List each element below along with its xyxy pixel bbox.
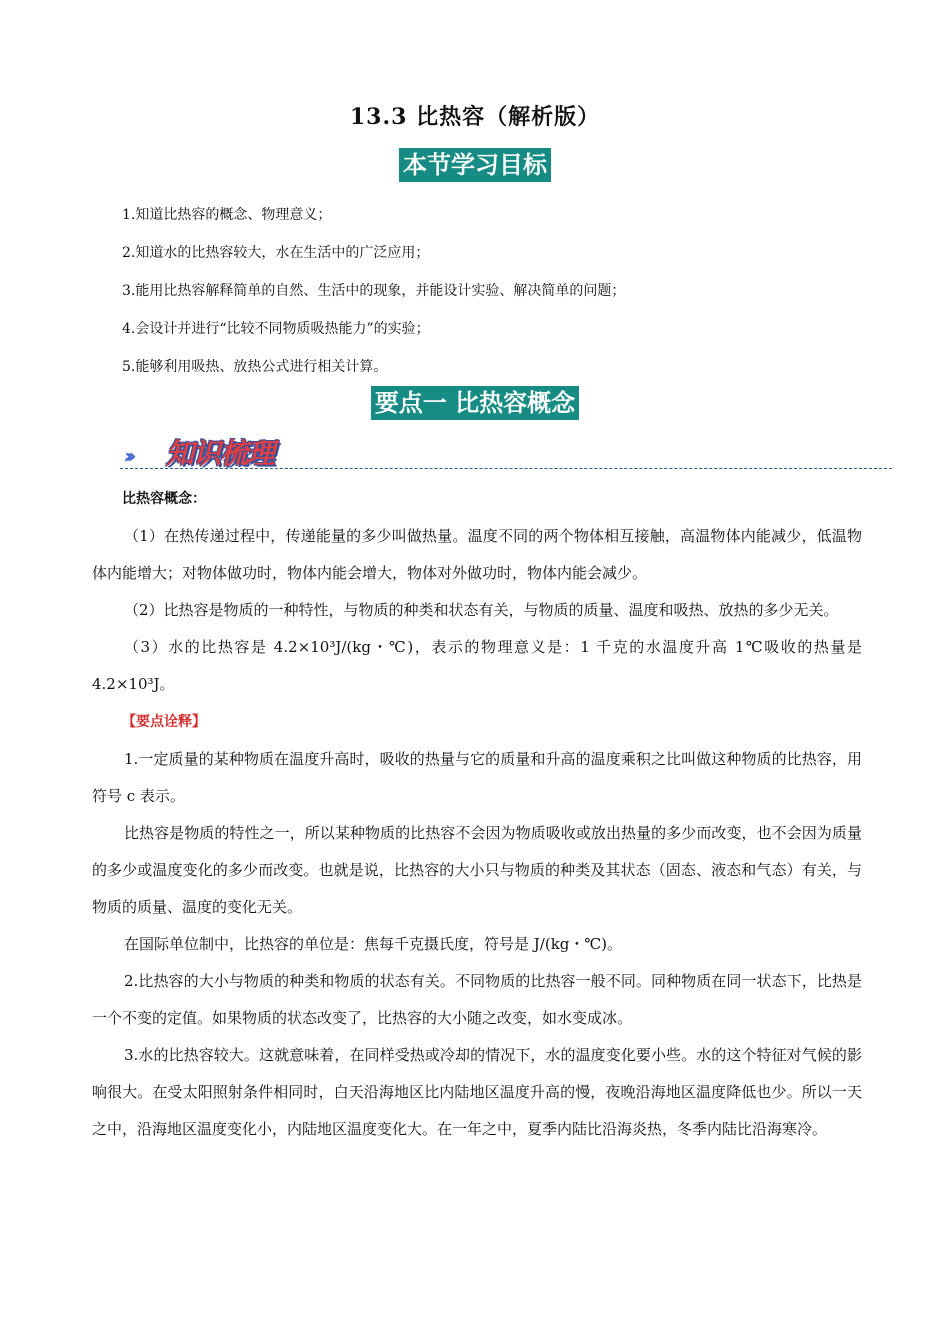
- page-title: 13.3 比热容（解析版）: [349, 104, 601, 130]
- knowledge-banner: [122, 430, 322, 470]
- goals-list: [122, 196, 842, 386]
- concept-paragraph: （1）在热传递过程中，传递能量的多少叫做热量。温度不同的两个物体相互接触，高温物体内能减少，低温物体内能增大；对物体做功时，物体内能会增大，物体对外做功时，物体内能会减少。: [92, 527, 862, 582]
- goal-item: 4.会设计并进行“比较不同物质吸热能力”的实验；: [122, 321, 430, 337]
- key-point-heading-text: 要点一 比热容概念: [371, 386, 579, 420]
- key-point-heading: [0, 386, 950, 420]
- explain-paragraph: 在国际单位制中，比热容的单位是：焦每千克摄氏度，符号是 J/(kg・℃)。: [124, 935, 623, 953]
- goal-item: 3.能用比热容解释简单的自然、生活中的现象，并能设计实验、解决简单的问题；: [122, 283, 626, 299]
- goal-item: 2.知道水的比热容较大，水在生活中的广泛应用；: [122, 245, 430, 261]
- concept-paragraph: （3）水的比热容是 4.2×10³J/(kg・℃)，表示的物理意义是：1 千克的水温度升高 1℃吸收的热量是 4.2×10³J。: [92, 638, 862, 693]
- concept-heading: 比热容概念：: [122, 491, 206, 507]
- explain-paragraph: 2.比热容的大小与物质的种类和物质的状态有关。不同物质的比热容一般不同。同种物质在同一状态下，比热是一个不变的定值。如果物质的状态改变了，比热容的大小随之改变，如水变成冰。: [92, 972, 862, 1027]
- concept-paragraph: （2）比热容是物质的一种特性，与物质的种类和状态有关，与物质的质量、温度和吸热、放热的多少无关。: [124, 601, 839, 619]
- section-goals-heading: [0, 148, 950, 182]
- knowledge-banner-text: 知识梳理: [166, 437, 275, 470]
- goal-item: 5.能够利用吸热、放热公式进行相关计算。: [122, 359, 388, 375]
- goal-item: 1.知道比热容的概念、物理意义；: [122, 207, 332, 223]
- dashed-divider: [120, 468, 892, 469]
- section-goals-heading-text: 本节学习目标: [399, 148, 551, 182]
- chevrons-icon: ›››: [124, 444, 131, 468]
- explain-paragraph: 3.水的比热容较大。这就意味着，在同样受热或冷却的情况下，水的温度变化要小些。水的这个特征对气候的影响很大。在受太阳照射条件相同时，白天沿海地区比内陆地区温度升高的慢，夜晚沿海地区温度降低也少。所以一天之中，沿海地区温度变化小，内陆地区温度变化大。在一年之中，夏季内陆比沿海炎热，冬季内陆比沿海寒冷。: [92, 1046, 862, 1138]
- document-body: [92, 480, 862, 1148]
- explain-paragraph: 1.一定质量的某种物质在温度升高时，吸收的热量与它的质量和升高的温度乘积之比叫做这种物质的比热容，用符号 c 表示。: [92, 750, 862, 805]
- explain-heading: 【要点诠释】: [122, 714, 206, 730]
- explain-paragraph: 比热容是物质的特性之一，所以某种物质的比热容不会因为物质吸收或放出热量的多少而改变，也不会因为质量的多少或温度变化的多少而改变。也就是说，比热容的大小只与物质的种类及其状态（固态、液态和气态）有关，与物质的质量、温度的变化无关。: [92, 824, 862, 916]
